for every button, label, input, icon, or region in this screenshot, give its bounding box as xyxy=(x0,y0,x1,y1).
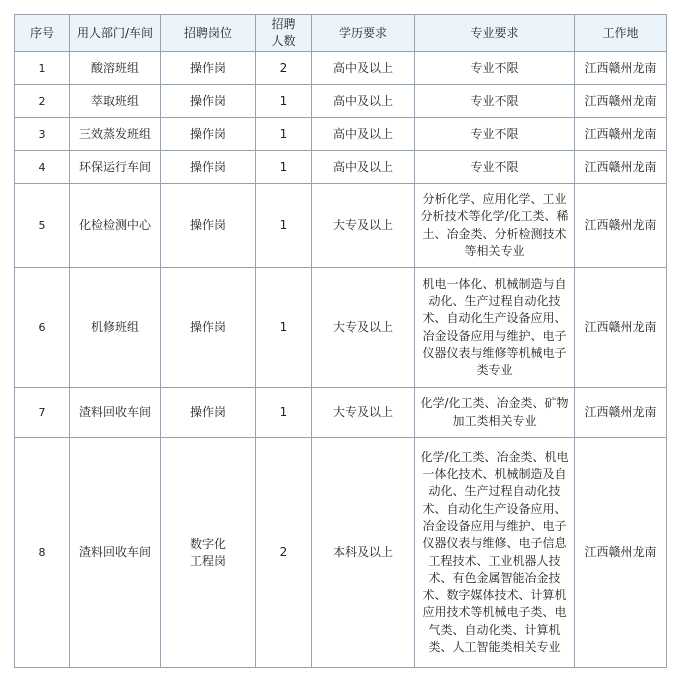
cell-post: 操作岗 xyxy=(161,151,256,184)
cell-index: 3 xyxy=(15,118,70,151)
cell-education: 高中及以上 xyxy=(312,118,415,151)
cell-location: 江西赣州龙南 xyxy=(575,85,667,118)
header-major: 专业要求 xyxy=(415,15,575,52)
cell-major: 专业不限 xyxy=(415,151,575,184)
header-count-line1: 招聘 xyxy=(271,17,296,31)
table-row xyxy=(15,151,667,184)
cell-education: 大专及以上 xyxy=(312,184,415,268)
cell-location: 江西赣州龙南 xyxy=(575,151,667,184)
cell-count: 2 xyxy=(256,438,312,668)
table-body xyxy=(15,52,667,668)
cell-count: 1 xyxy=(256,118,312,151)
table-row xyxy=(15,184,667,268)
cell-post-line2: 工程岗 xyxy=(189,553,226,568)
cell-post: 操作岗 xyxy=(161,118,256,151)
cell-location: 江西赣州龙南 xyxy=(575,52,667,85)
cell-count: 1 xyxy=(256,85,312,118)
header-count-line2: 人数 xyxy=(271,34,296,48)
cell-dept: 渣料回收车间 xyxy=(70,388,161,438)
header-education: 学历要求 xyxy=(312,15,415,52)
cell-dept: 机修班组 xyxy=(70,268,161,388)
cell-index: 7 xyxy=(15,388,70,438)
header-post: 招聘岗位 xyxy=(161,15,256,52)
cell-location: 江西赣州龙南 xyxy=(575,118,667,151)
cell-education: 高中及以上 xyxy=(312,151,415,184)
cell-location: 江西赣州龙南 xyxy=(575,388,667,438)
cell-education: 大专及以上 xyxy=(312,388,415,438)
cell-education: 高中及以上 xyxy=(312,85,415,118)
cell-major: 化学/化工类、冶金类、矿物加工类相关专业 xyxy=(415,388,575,438)
cell-location: 江西赣州龙南 xyxy=(575,268,667,388)
cell-index: 1 xyxy=(15,52,70,85)
cell-count: 1 xyxy=(256,388,312,438)
cell-post-line1: 数字化 xyxy=(189,536,226,551)
cell-count: 1 xyxy=(256,184,312,268)
cell-count: 2 xyxy=(256,52,312,85)
table-row xyxy=(15,85,667,118)
cell-post xyxy=(161,438,256,668)
cell-index: 8 xyxy=(15,438,70,668)
header-location: 工作地 xyxy=(575,15,667,52)
cell-count: 1 xyxy=(256,268,312,388)
cell-post: 操作岗 xyxy=(161,268,256,388)
cell-major: 专业不限 xyxy=(415,118,575,151)
table-row xyxy=(15,118,667,151)
recruitment-table xyxy=(14,14,667,668)
cell-dept: 三效蒸发班组 xyxy=(70,118,161,151)
cell-dept: 环保运行车间 xyxy=(70,151,161,184)
header-row xyxy=(15,15,667,52)
cell-dept: 酸溶班组 xyxy=(70,52,161,85)
cell-major: 专业不限 xyxy=(415,85,575,118)
table-row xyxy=(15,52,667,85)
cell-education: 大专及以上 xyxy=(312,268,415,388)
cell-location: 江西赣州龙南 xyxy=(575,184,667,268)
cell-dept: 萃取班组 xyxy=(70,85,161,118)
cell-post: 操作岗 xyxy=(161,52,256,85)
cell-major: 机电一体化、机械制造与自动化、生产过程自动化技术、自动化生产设备应用、冶金设备应用与维护、电子仪器仪表与维修等机械电子类专业 xyxy=(415,268,575,388)
cell-education: 本科及以上 xyxy=(312,438,415,668)
cell-dept: 化检检测中心 xyxy=(70,184,161,268)
cell-major: 化学/化工类、冶金类、机电一体化技术、机械制造及自动化、生产过程自动化技术、自动化生产设备应用、冶金设备应用与维护、电子仪器仪表与维修、电子信息工程技术、工业机器人技术、有色金属智能冶金技术、数字媒体技术、计算机应用技术等机械电子类、电气类、自动化类、计算机类、人工智能类相关专业 xyxy=(415,438,575,668)
cell-post: 操作岗 xyxy=(161,388,256,438)
table-row xyxy=(15,268,667,388)
cell-count: 1 xyxy=(256,151,312,184)
header-count xyxy=(256,15,312,52)
cell-dept: 渣料回收车间 xyxy=(70,438,161,668)
header-dept: 用人部门/车间 xyxy=(70,15,161,52)
cell-index: 6 xyxy=(15,268,70,388)
cell-location: 江西赣州龙南 xyxy=(575,438,667,668)
cell-index: 4 xyxy=(15,151,70,184)
cell-post: 操作岗 xyxy=(161,184,256,268)
cell-post: 操作岗 xyxy=(161,85,256,118)
table-header xyxy=(15,15,667,52)
cell-index: 2 xyxy=(15,85,70,118)
cell-major: 专业不限 xyxy=(415,52,575,85)
cell-education: 高中及以上 xyxy=(312,52,415,85)
table-row xyxy=(15,438,667,668)
table-row xyxy=(15,388,667,438)
cell-major: 分析化学、应用化学、工业分析技术等化学/化工类、稀土、冶金类、分析检测技术等相关专业 xyxy=(415,184,575,268)
header-index: 序号 xyxy=(15,15,70,52)
cell-index: 5 xyxy=(15,184,70,268)
